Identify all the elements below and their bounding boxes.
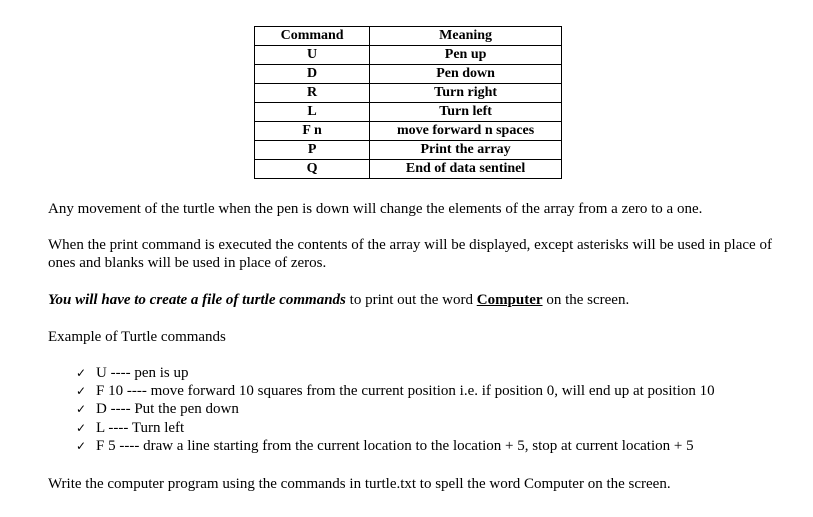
meaning-cell: Pen down [370,65,562,84]
command-cell: U [255,46,370,65]
command-cell: R [255,84,370,103]
list-item [76,437,715,455]
example-text: F 10 ---- move forward 10 squares from the current position i.e. if position 0, will end up at position 10 [96,383,715,400]
list-item [76,382,715,400]
table-row [255,103,562,122]
example-heading: Example of Turtle commands [48,329,226,345]
print-paragraph: When the print command is executed the contents of the array will be displayed, except asterisks will be used in place of ones and blanks will be used in place of zeros. [48,237,772,271]
command-cell: L [255,103,370,122]
list-item [76,400,715,418]
check-mark-icon: ✓ [76,420,87,435]
column-header-command: Command [255,27,370,46]
example-command-list [76,364,715,455]
table-row [255,160,562,179]
meaning-cell: Pen up [370,46,562,65]
meaning-cell: Print the array [370,141,562,160]
meaning-cell: Turn right [370,84,562,103]
check-mark-icon: ✓ [76,384,87,399]
task-emphasis: You will have to create a file of turtle commands [48,292,346,308]
meaning-cell: End of data sentinel [370,160,562,179]
list-item [76,419,715,437]
movement-paragraph: Any movement of the turtle when the pen is down will change the elements of the array from a zero to a one. [48,201,703,217]
list-item [76,364,715,382]
example-text: D ---- Put the pen down [96,401,239,418]
example-text: U ---- pen is up [96,365,189,381]
task-middle-text: to print out the word [345,292,477,308]
meaning-cell: Turn left [370,103,562,122]
task-word: Computer [476,292,543,308]
table-row [255,141,562,160]
check-mark-icon: ✓ [76,402,87,417]
command-cell: Q [255,160,370,179]
command-table [254,26,562,179]
check-mark-icon: ✓ [76,366,87,380]
command-cell: F n [255,122,370,141]
table-header-row [255,27,562,46]
task-end-text: on the screen. [542,292,630,308]
check-mark-icon: ✓ [76,438,87,453]
closing-paragraph: Write the computer program using the commands in turtle.txt to spell the word Computer on the screen. [48,476,671,492]
command-cell: D [255,65,370,84]
table-row [255,84,562,103]
table-row [255,122,562,141]
table-row [255,65,562,84]
command-cell: P [255,141,370,160]
example-text: L ---- Turn left [96,419,185,436]
task-paragraph [48,291,778,309]
table-row [255,46,562,65]
meaning-cell: move forward n spaces [370,122,562,141]
example-text: F 5 ---- draw a line starting from the current location to the location + 5, stop at current location + 5 [96,437,694,454]
column-header-meaning: Meaning [370,27,562,46]
